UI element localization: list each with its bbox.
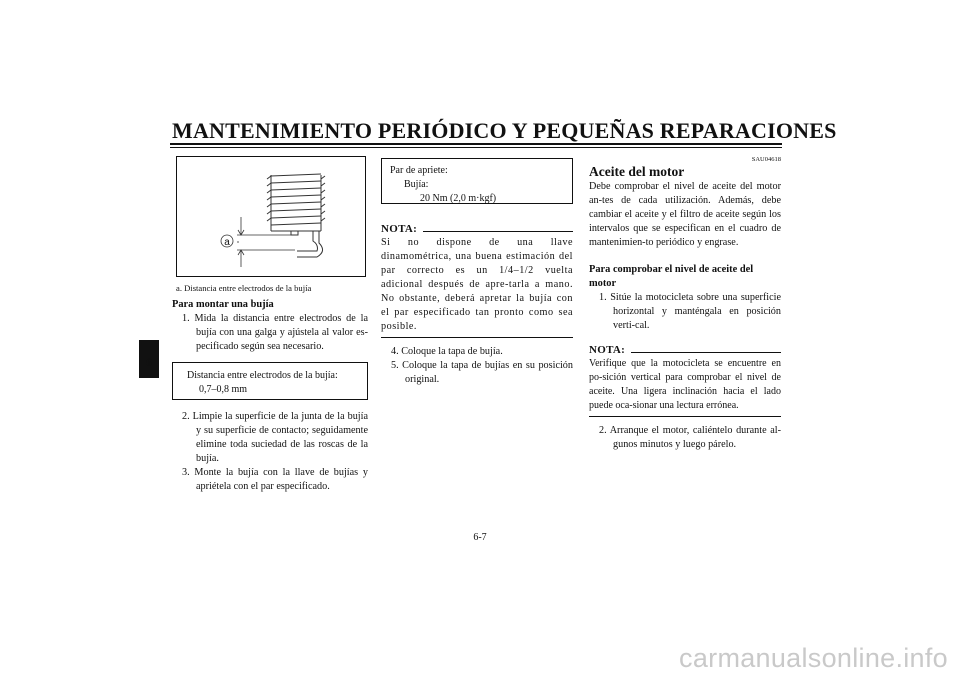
nota-heading-2 [589, 343, 781, 357]
nota-block-2 [589, 343, 781, 417]
torque-value: 20 Nm (2,0 m·kgf) [420, 193, 497, 204]
header-rule-thin [170, 147, 782, 148]
step-3: 3. Monte la bujía con la llave de bujías y apriétela con el par especificado. [182, 467, 368, 492]
gap-spec-box [172, 362, 368, 400]
spark-plug-figure [176, 156, 366, 277]
figure-caption: a. Distancia entre electrodos de la bujía [176, 283, 312, 293]
section-heading: Para montar una bujía [172, 299, 274, 310]
nota-text: Si no dispone de una llave dinamométrica, una buena estimación del par correcto es un 1/4–1/2 vuelta adicional después de apre-tarla a mano. No obstante, deberá apretar la bujía con el par especificado tan pronto como sea posible. [381, 237, 573, 332]
oil-step-1: 1. Sitúe la motocicleta sobre una superficie horizontal y manténgala en posición verti-cal. [599, 292, 781, 331]
nota-label: NOTA: [381, 223, 418, 235]
nota-label-2: NOTA: [589, 344, 626, 356]
intro-text: Debe comprobar el nivel de aceite del motor an-tes de cada utilización. Además, debe cambiar el aceite y el filtro de aceite según los intervalos que se especifican en el cuadro de mantenimien-to periódico y engrase. [589, 181, 781, 248]
nota-text-2: Verifique que la motocicleta se encuentre en po-sición vertical para comprobar el nivel de aceite. Una ligera inclinación hacia el lado puede oca-sionar una lectura errónea. [589, 358, 781, 411]
spec-value: 0,7–0,8 mm [199, 384, 248, 395]
nota-rule-2 [589, 416, 781, 417]
torque-item: Bujía: [404, 179, 429, 190]
column-3 [589, 156, 781, 452]
nota-block [381, 222, 573, 338]
oil-step-2: 2. Arranque el motor, caliéntelo durante al-gunos minutos y luego párelo. [599, 425, 781, 450]
watermark: carmanualsonline.info [679, 643, 948, 673]
page-number: 6-7 [473, 532, 487, 543]
section-heading-oil: Aceite del motor [589, 164, 685, 179]
step-2: 2. Limpie la superficie de la junta de la bujía y su superficie de contacto; seguidamente elimine toda suciedad de las roscas de la bujía. [182, 411, 368, 464]
callout-label: a [224, 237, 230, 248]
step-1: 1. Mida la distancia entre electrodos de la bujía con una galga y ajústela al valor es-pecificado según sea necesario. [182, 313, 368, 352]
header-rule [170, 143, 782, 145]
torque-spec-box [381, 158, 573, 204]
spark-plug-illustration [177, 157, 365, 276]
column-2 [381, 158, 573, 387]
chapter-number: 6 [146, 355, 152, 369]
torque-label: Par de apriete: [390, 165, 448, 176]
subheading: Para comprobar el nivel de aceite del motor [589, 264, 754, 289]
nota-heading [381, 222, 573, 236]
step-5: 5. Coloque la tapa de bujías en su posición original. [391, 360, 573, 385]
spec-label: Distancia entre electrodos de la bujía: [187, 370, 338, 381]
reference-code: SAU04618 [751, 156, 781, 163]
nota-rule [381, 337, 573, 338]
column-1 [172, 298, 368, 494]
page-title: MANTENIMIENTO PERIÓDICO Y PEQUEÑAS REPARACIONES [172, 118, 837, 143]
step-4: 4. Coloque la tapa de bujía. [391, 346, 503, 357]
